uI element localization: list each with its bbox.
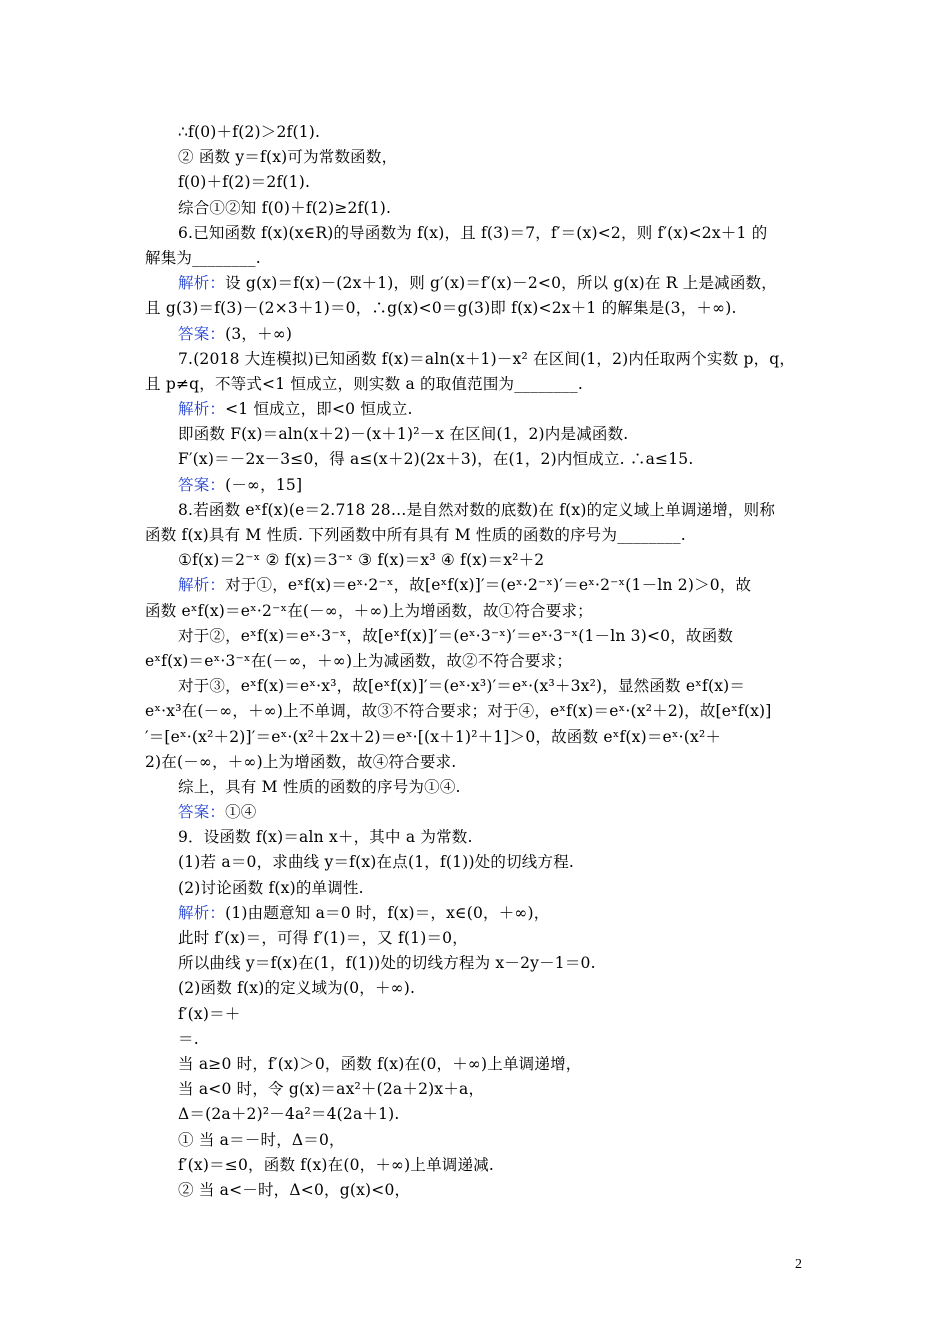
line-text: 函数 eˣf(x)＝eˣ·2⁻ˣ在(－∞，＋∞)上为增函数，故①符合要求； <box>145 601 593 620</box>
page-number: 2 <box>795 1257 802 1272</box>
line-text: 8.若函数 eˣf(x)(e＝2.718 28…是自然对数的底数)在 f(x)的定义域上单调递增，则称 <box>178 500 776 519</box>
text-line <box>0 1027 950 1052</box>
line-text: 此时 f′(x)＝，可得 f′(1)＝，又 f(1)＝0， <box>178 929 468 947</box>
answer-label: 答案： <box>178 803 226 822</box>
text-line <box>0 246 950 271</box>
text-line <box>0 347 950 372</box>
line-text: ① 当 a＝－时，Δ＝0， <box>178 1130 345 1149</box>
line-text: 当 a<0 时，令 g(x)＝ax²＋(2a＋2)x＋a， <box>178 1080 485 1099</box>
text-line <box>0 674 950 699</box>
line-text: (3，＋∞) <box>225 324 293 343</box>
text-line <box>0 1002 950 1027</box>
text-line <box>0 649 950 674</box>
text-line <box>0 221 950 246</box>
text-line <box>0 397 950 422</box>
text-line <box>0 599 950 624</box>
text-line <box>0 296 950 321</box>
line-text: ①④ <box>225 803 257 822</box>
line-text: 7.(2018 大连模拟)已知函数 f(x)＝aln(x＋1)－x² 在区间(1，2)内任取两个实数 p，q， <box>178 349 796 368</box>
answer-label: 解析： <box>178 903 226 922</box>
text-line <box>0 548 950 573</box>
line-text: (2)讨论函数 f(x)的单调性. <box>178 878 364 897</box>
line-text: 对于②，eˣf(x)＝eˣ·3⁻ˣ，故[eˣf(x)]′＝(eˣ·3⁻ˣ)′＝eˣ·3⁻ˣ(1－ln 3)<0，故函数 <box>178 626 734 645</box>
line-text: 当 a≥0 时，f′(x)＞0，函数 f(x)在(0，＋∞)上单调递增， <box>178 1054 582 1073</box>
text-line <box>0 573 950 598</box>
text-line <box>0 699 950 724</box>
text-line <box>0 800 950 825</box>
line-text: Δ＝(2a＋2)²－4a²＝4(2a＋1). <box>178 1105 400 1124</box>
text-line <box>0 120 950 145</box>
line-text: 函数 f(x)具有 M 性质. 下列函数中所有具有 M 性质的函数的序号为________. <box>145 526 686 544</box>
line-text: 且 g(3)＝f(3)－(2×3＋1)＝0，∴g(x)<0＝g(3)即 f(x)<2x＋1 的解集是(3，＋∞). <box>145 299 737 318</box>
text-line <box>0 825 950 850</box>
text-line <box>0 876 950 901</box>
line-text: f′(x)＝＋ <box>178 1004 241 1023</box>
text-line <box>0 422 950 447</box>
line-text: f′(x)＝≤0，函数 f(x)在(0，＋∞)上单调递减. <box>178 1155 495 1174</box>
line-text: ①f(x)＝2⁻ˣ ② f(x)＝3⁻ˣ ③ f(x)＝x³ ④ f(x)＝x²＋2 <box>178 551 545 570</box>
line-text: 9．设函数 f(x)＝aln x＋，其中 a 为常数. <box>178 828 473 847</box>
line-text: 即函数 F(x)＝aln(x＋2)－(x＋1)²－x 在区间(1，2)内是减函数. <box>178 425 629 444</box>
line-text: ＝. <box>178 1029 199 1048</box>
text-line <box>0 775 950 800</box>
line-text: eˣ·x³在(－∞，＋∞)上不单调，故③不符合要求；对于④，eˣf(x)＝eˣ·(x²＋2)，故[eˣf(x)] <box>145 702 772 721</box>
text-line <box>0 1077 950 1102</box>
text-line <box>0 372 950 397</box>
answer-label: 解析： <box>178 400 226 419</box>
line-text: eˣf(x)＝eˣ·3⁻ˣ在(－∞，＋∞)上为减函数，故②不符合要求； <box>145 651 573 670</box>
line-text: 综上，具有 M 性质的函数的序号为①④. <box>178 777 461 796</box>
text-line <box>0 1153 950 1178</box>
text-line <box>0 498 950 523</box>
answer-label: 答案： <box>178 475 226 494</box>
line-text: 综合①②知 f(0)＋f(2)≥2f(1). <box>178 198 392 217</box>
line-text: (－∞，15] <box>225 475 303 494</box>
text-line <box>0 624 950 649</box>
line-text: ′＝[eˣ·(x²＋2)]′＝eˣ·(x²＋2x＋2)＝eˣ·[(x＋1)²＋1]＞0，故函数 eˣf(x)＝eˣ·(x²＋ <box>145 727 722 746</box>
answer-label: 解析： <box>178 576 226 595</box>
line-text: ② 当 a<－时，Δ<0，g(x)<0， <box>178 1180 411 1199</box>
line-text: ∴f(0)＋f(2)＞2f(1). <box>178 123 321 141</box>
text-line <box>0 145 950 170</box>
line-text: 对于①，eˣf(x)＝eˣ·2⁻ˣ，故[eˣf(x)]′＝(eˣ·2⁻ˣ)′＝eˣ·2⁻ˣ(1－ln 2)＞0，故 <box>225 576 752 595</box>
line-text: 所以曲线 y＝f(x)在(1，f(1))处的切线方程为 x－2y－1＝0. <box>178 954 596 973</box>
line-text: ② 函数 y＝f(x)可为常数函数， <box>178 148 398 167</box>
text-body <box>0 120 950 1203</box>
text-line <box>0 473 950 498</box>
text-line <box>0 1102 950 1127</box>
line-text: (2)函数 f(x)的定义域为(0，＋∞). <box>178 979 416 998</box>
text-line <box>0 170 950 195</box>
text-line <box>0 196 950 221</box>
answer-label: 答案： <box>178 324 226 343</box>
line-text: 对于③，eˣf(x)＝eˣ·x³，故[eˣf(x)]′＝(eˣ·x³)′＝eˣ·(x³＋3x²)，显然函数 eˣf(x)＝ <box>178 677 746 696</box>
text-line <box>0 725 950 750</box>
text-line <box>0 976 950 1001</box>
text-line <box>0 850 950 875</box>
text-line <box>0 1052 950 1077</box>
text-line <box>0 951 950 976</box>
line-text: 且 p≠q，不等式<1 恒成立，则实数 a 的取值范围为________. <box>145 374 583 393</box>
line-text: F′(x)＝－2x－3≤0，得 a≤(x＋2)(2x＋3)，在(1，2)内恒成立. ∴a≤15. <box>178 450 694 469</box>
text-line <box>0 523 950 548</box>
line-text: (1)若 a＝0，求曲线 y＝f(x)在点(1，f(1))处的切线方程. <box>178 853 575 872</box>
line-text: (1)由题意知 a＝0 时，f(x)＝，x∈(0，＋∞)， <box>225 903 550 922</box>
line-text: 6.已知函数 f(x)(x∈R)的导函数为 f(x)，且 f(3)＝7，f′＝(x)<2，则 f′(x)<2x＋1 的 <box>178 223 768 242</box>
text-line <box>0 1128 950 1153</box>
line-text: 2)在(－∞，＋∞)上为增函数，故④符合要求. <box>145 752 457 771</box>
line-text: 解集为________. <box>145 248 261 267</box>
line-text: f(0)＋f(2)＝2f(1). <box>178 173 311 192</box>
text-line <box>0 926 950 951</box>
text-line <box>0 1178 950 1203</box>
line-text: <1 恒成立，即<0 恒成立. <box>225 400 413 419</box>
text-line <box>0 322 950 347</box>
line-text: 设 g(x)＝f(x)－(2x＋1)，则 g′(x)＝f′(x)－2<0，所以 g(x)在 R 上是减函数， <box>225 274 777 293</box>
text-line <box>0 271 950 296</box>
answer-label: 解析： <box>178 274 226 293</box>
text-line <box>0 750 950 775</box>
text-line <box>0 901 950 926</box>
text-line <box>0 447 950 472</box>
